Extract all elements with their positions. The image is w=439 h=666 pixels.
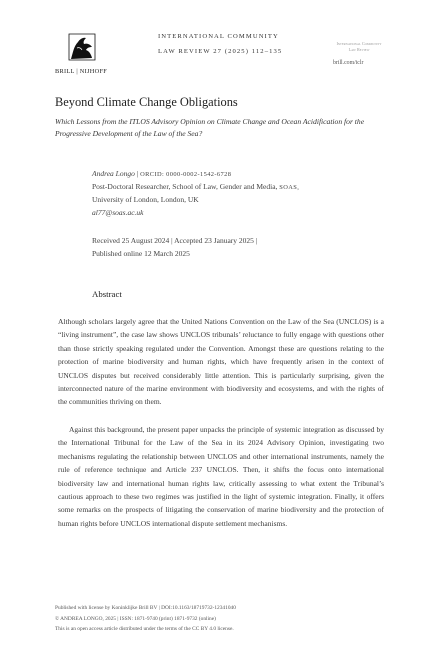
- author-position: Post-Doctoral Researcher, School of Law, Gender and Media,: [92, 182, 278, 191]
- footer-license-doi: Published with license by Koninklijke Brill BV | DOI:10.1163/18719732-12341040: [55, 605, 236, 611]
- journal-cover-mark: [333, 41, 385, 53]
- published-date: Published online 12 March 2025: [92, 249, 190, 258]
- author-institution-abbr: SOAS,: [279, 184, 300, 191]
- abstract-heading: Abstract: [92, 289, 122, 299]
- accepted-date: Accepted 23 January 2025: [174, 236, 254, 245]
- article-subtitle: Which Lessons from the ITLOS Advisory Opinion on Climate Change and Ocean Acidification for the Progressive Development of the Law of the Sea?: [55, 117, 365, 138]
- cover-line-1: International Community: [336, 41, 382, 46]
- article-dates: [92, 234, 257, 260]
- journal-name: INTERNATIONAL COMMUNITY: [158, 33, 279, 40]
- author-name: Andrea Longo: [92, 169, 135, 178]
- journal-citation: LAW REVIEW 27 (2025) 112–135: [158, 48, 283, 55]
- license-footer: [55, 603, 395, 635]
- footer-copyright-issn: © ANDREA LONGO, 2025 | ISSN: 1871-9740 (print) 1871-9732 (online): [55, 615, 216, 622]
- author-orcid[interactable]: ORCID: 0000-0002-1542-6728: [140, 171, 232, 178]
- author-email[interactable]: al77@soas.ac.uk: [92, 208, 144, 217]
- footer-open-access: This is an open access article distributed under the terms of the CC BY 4.0 license.: [55, 626, 234, 632]
- cover-line-2: Law Review: [348, 47, 370, 52]
- received-accepted-line: Received 25 August 2024 | Accepted 23 January 2025 |: [92, 236, 258, 245]
- author-affiliation: [92, 180, 392, 193]
- article-title: Beyond Climate Change Obligations: [55, 95, 238, 109]
- author-line: Andrea Longo | ORCID: 0000-0002-1542-6728: [92, 169, 232, 178]
- abstract-paragraph-1: Although scholars largely agree that the United Nations Convention on the Law of the Sea (UNCLOS) is a “living instrument”, the case law shows UNCLOS tribunals’ reluctance to fully engage with questions other than those strictly speaking regulated under the Convention. Amongst these are questions relating to the protection of marine biodiversity and human rights, which have frequently arisen in the context of UNCLOS disputes but received considerably little attention. This is particularly surprising, given the interconnected nature of the marine environment with biodiversity and ecosystems, and with the rights of the communities thriving on them.: [58, 317, 384, 407]
- brill-logo-icon: [65, 30, 99, 64]
- author-block: [92, 167, 392, 219]
- publisher-name: BRILL | NIJHOFF: [55, 68, 108, 75]
- received-date: Received 25 August 2024: [92, 236, 170, 245]
- brill-logo: [65, 30, 99, 64]
- author-location: University of London, London, UK: [92, 195, 199, 204]
- journal-website-link[interactable]: brill.com/iclr: [333, 60, 364, 66]
- abstract-paragraph-2: Against this background, the present paper unpacks the principle of systemic integration as discussed by the International Tribunal for the Law of the Sea in its 2024 Advisory Opinion, investigating two mechanisms regulating the relationship between UNCLOS and other international instruments, namely the rule of reference technique and Article 237 UNCLOS. Then, it shifts the focus onto international biodiversity law and international human rights law, critically assessing to what extent the Tribunal’s cautious approach to these two regimes was justified in the light of systemic integration. Finally, it offers some remarks on the prospects of litigating the conservation of marine biodiversity and the protection of human rights before UNCLOS international dispute settlement mechanisms.: [58, 425, 384, 528]
